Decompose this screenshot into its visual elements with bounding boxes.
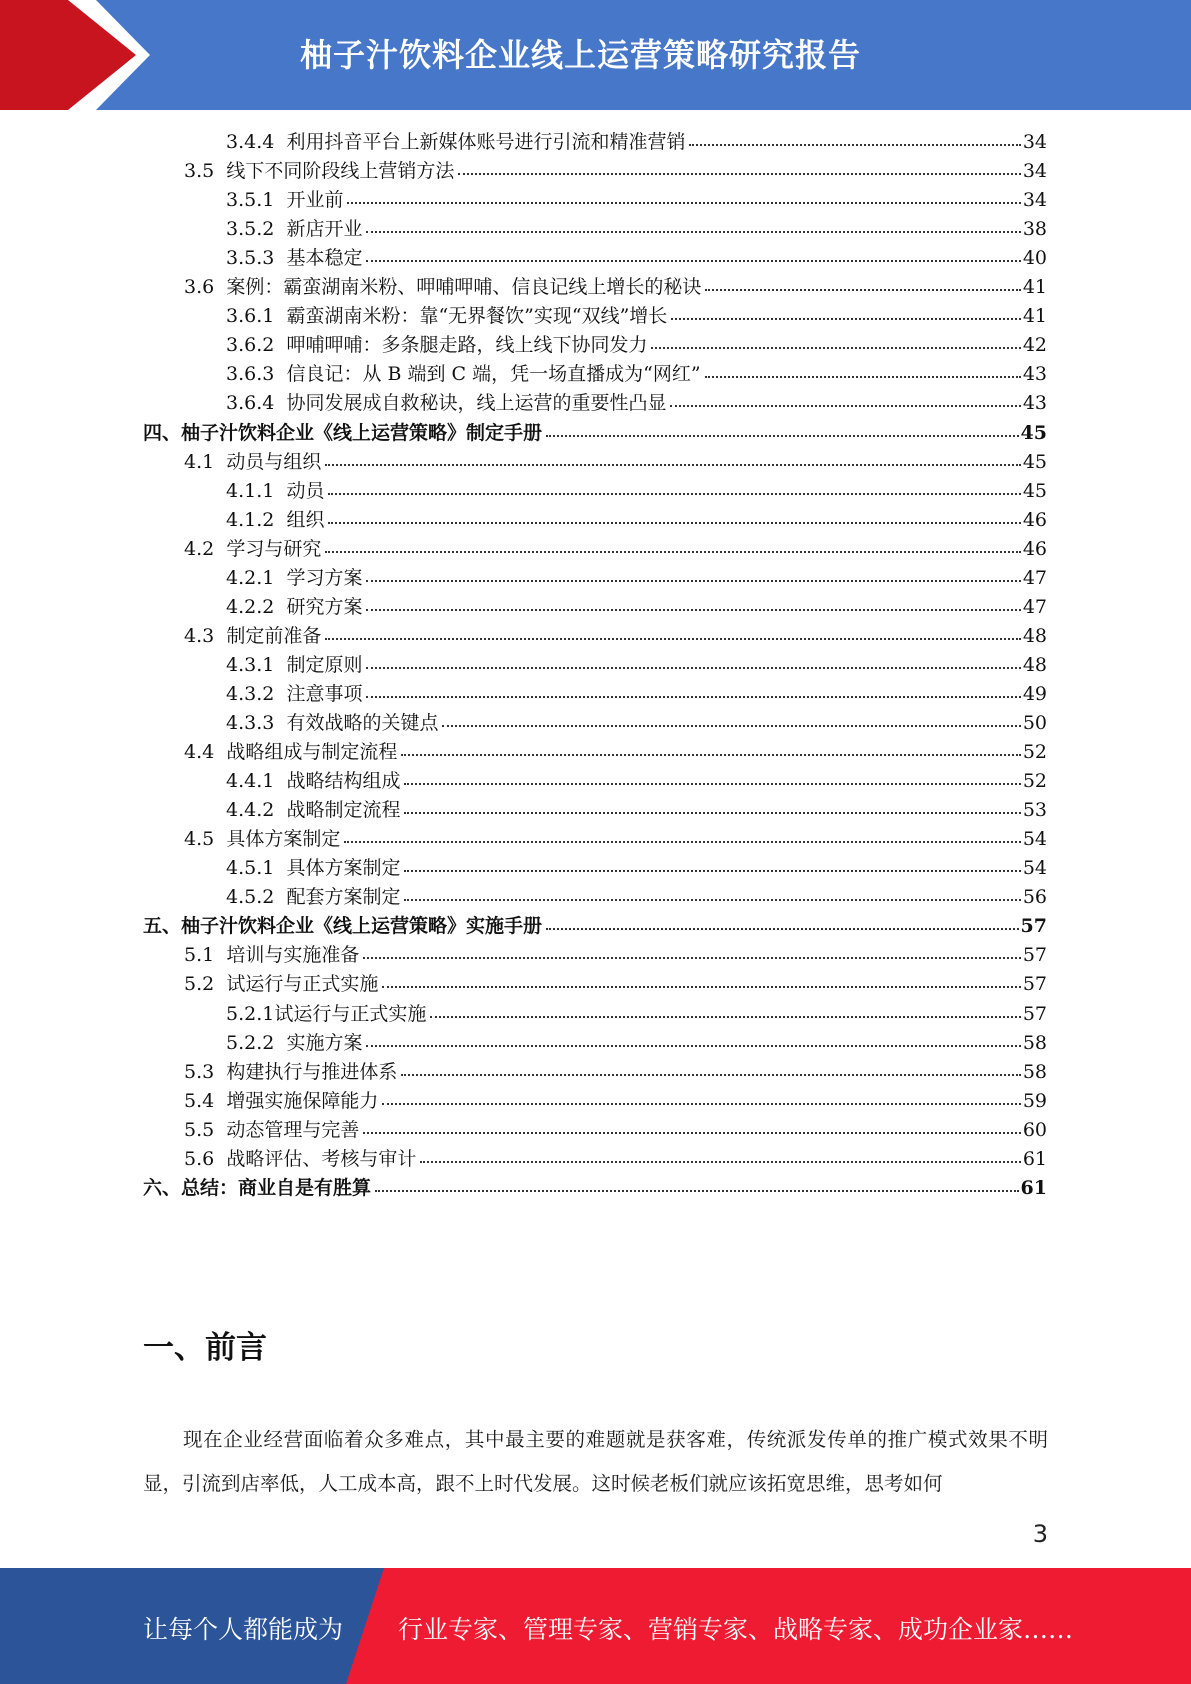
toc-entry-label: 利用抖音平台上新媒体账号进行引流和精准营销 (286, 131, 686, 153)
toc-entry-number: 3.4.4 (226, 131, 275, 153)
toc-dot-leader (689, 144, 1020, 146)
toc-entry-label: 战略评估、考核与审计 (226, 1147, 417, 1170)
toc-entry-label: 有效战略的关键点 (286, 712, 439, 734)
section-heading: 一、前言 (143, 1330, 267, 1366)
toc-entry-label: 战略组成与制定流程 (226, 741, 398, 764)
toc-entry[interactable] (226, 301, 1047, 332)
toc-dot-leader (420, 1161, 1020, 1163)
toc-dot-leader (366, 609, 1020, 611)
toc-entry-page: 41 (1022, 305, 1047, 328)
toc-dot-leader (366, 260, 1020, 262)
toc-entry-number: 5.1 (184, 944, 215, 967)
toc-entry-label: 具体方案制定 (226, 828, 341, 851)
toc-entry-number: 3.5 (184, 160, 215, 183)
toc-entry-label: 霸蛮湖南米粉：靠“无界餐饮”实现“双线”增长 (286, 305, 668, 328)
toc-entry-number: 4.2.2 (226, 595, 275, 618)
toc-dot-leader (366, 667, 1020, 669)
toc-entry-page: 45 (1022, 479, 1047, 502)
toc-entry[interactable] (143, 418, 1047, 449)
toc-entry[interactable] (184, 621, 1047, 652)
toc-dot-leader (401, 754, 1020, 756)
toc-entry-page: 34 (1022, 131, 1047, 153)
toc-entry-number: 4.1.2 (226, 508, 275, 531)
toc-entry-number: 4.4.2 (226, 799, 275, 822)
toc-entry-page: 38 (1022, 218, 1047, 241)
toc-entry-page: 50 (1022, 712, 1047, 734)
toc-entry-number: 3.5.1 (226, 189, 275, 212)
toc-dot-leader (401, 1074, 1020, 1076)
toc-dot-leader (382, 1103, 1020, 1105)
toc-entry[interactable] (226, 853, 1047, 884)
toc-entry[interactable] (184, 1086, 1047, 1117)
toc-dot-leader (651, 347, 1020, 349)
toc-entry-page: 57 (1022, 973, 1047, 996)
toc-dot-leader (366, 580, 1020, 582)
toc-entry-label: 动员 (286, 479, 325, 502)
toc-entry[interactable] (184, 1115, 1047, 1146)
toc-dot-leader (705, 376, 1021, 378)
toc-entry-label: 制定前准备 (226, 624, 322, 647)
toc-dot-leader (375, 1190, 1019, 1192)
toc-entry-page: 52 (1022, 741, 1047, 764)
toc-entry-number: 4.5 (184, 828, 215, 851)
toc-entry-page: 52 (1022, 770, 1047, 793)
toc-entry-number: 4.1 (184, 450, 215, 473)
toc-entry-page: 57 (1020, 915, 1047, 938)
toc-entry-page: 54 (1022, 857, 1047, 880)
toc-dot-leader (404, 899, 1020, 901)
toc-entry-number: 5.5 (184, 1118, 215, 1141)
toc-entry-page: 47 (1022, 566, 1047, 589)
toc-entry[interactable] (184, 447, 1047, 478)
toc-dot-leader (366, 231, 1020, 233)
toc-entry-page: 60 (1022, 1118, 1047, 1141)
toc-entry-label: 研究方案 (286, 595, 363, 618)
toc-entry-label: 制定原则 (286, 653, 363, 676)
toc-entry-label: 实施方案 (286, 1031, 363, 1054)
toc-entry-number: 3.5.2 (226, 218, 275, 241)
toc-entry-label: 开业前 (286, 189, 344, 212)
toc-entry-number: 3.6.4 (226, 392, 275, 415)
toc-entry[interactable] (184, 272, 1047, 303)
toc-dot-leader (325, 551, 1020, 553)
toc-dot-leader (442, 725, 1020, 727)
toc-entry-label: 组织 (286, 508, 325, 531)
footer-slogan-left: 让每个人都能成为 (143, 1615, 344, 1644)
toc-entry-number: 4.4 (184, 741, 215, 764)
toc-entry[interactable] (226, 592, 1047, 623)
toc-entry[interactable] (184, 737, 1047, 768)
toc-entry-page: 46 (1022, 537, 1047, 560)
page-header (0, 0, 1191, 110)
toc-entry-page: 56 (1022, 886, 1047, 909)
toc-entry[interactable] (184, 1144, 1047, 1175)
toc-entry-page: 46 (1022, 508, 1047, 531)
toc-dot-leader (670, 405, 1020, 407)
toc-entry-number: 4.2.1 (226, 566, 275, 589)
toc-entry-number: 3.6.1 (226, 305, 275, 328)
toc-entry[interactable] (226, 650, 1047, 681)
toc-entry[interactable] (226, 708, 1047, 739)
toc-entry-page: 41 (1022, 276, 1047, 299)
toc-entry-label: 基本稳定 (286, 247, 363, 270)
toc-entry[interactable] (226, 999, 1047, 1030)
toc-entry-page: 61 (1020, 1176, 1047, 1199)
toc-dot-leader (325, 464, 1020, 466)
toc-entry-number: 4.3 (184, 624, 215, 647)
toc-entry-label: 四、柚子汁饮料企业《线上运营策略》制定手册 (143, 421, 543, 444)
toc-entry-label: 案例：霸蛮湖南米粉、呷哺呷哺、信良记线上增长的秘诀 (226, 276, 702, 299)
toc-entry-label: 战略结构组成 (286, 770, 401, 793)
toc-dot-leader (366, 696, 1020, 698)
toc-entry-page: 43 (1022, 392, 1047, 415)
toc-entry-number: 3.6.3 (226, 363, 275, 386)
toc-entry-number: 5.2.2 (226, 1031, 275, 1054)
toc-dot-leader (546, 928, 1019, 930)
toc-entry-label: 五、柚子汁饮料企业《线上运营策略》实施手册 (143, 915, 543, 938)
toc-entry[interactable] (226, 359, 1047, 390)
toc-dot-leader (430, 1016, 1020, 1018)
toc-entry[interactable] (226, 330, 1047, 361)
toc-entry-label: 试运行与正式实施 (226, 973, 379, 996)
toc-entry-number: 4.3.3 (226, 712, 275, 734)
toc-entry[interactable] (226, 505, 1047, 536)
toc-entry-page: 61 (1022, 1147, 1047, 1170)
toc-dot-leader (546, 435, 1019, 437)
toc-entry[interactable] (184, 940, 1047, 971)
toc-dot-leader (363, 957, 1020, 959)
toc-entry-number: 3.6.2 (226, 334, 275, 357)
toc-entry-page: 34 (1022, 189, 1047, 212)
toc-entry-page: 42 (1022, 334, 1047, 357)
toc-entry[interactable] (226, 185, 1047, 216)
body-paragraph: 现在企业经营面临着众多难点，其中最主要的难题就是获客难，传统派发传单的推广模式效果不明显，引流到店率低，人工成本高，跟不上时代发展。这时候老板们就应该拓宽思维，思考如何 (143, 1428, 1048, 1495)
toc-entry-page: 58 (1022, 1060, 1047, 1083)
toc-entry-number: 5.3 (184, 1060, 215, 1083)
toc-entry-label: 六、总结：商业自是有胜算 (143, 1176, 372, 1199)
toc-entry[interactable] (184, 156, 1047, 187)
toc-entry-number: 5.6 (184, 1147, 215, 1170)
toc-dot-leader (344, 841, 1020, 843)
toc-entry-page: 58 (1022, 1031, 1047, 1054)
toc-entry-label: 动员与组织 (226, 450, 322, 473)
toc-dot-leader (328, 493, 1020, 495)
toc-dot-leader (363, 1132, 1020, 1134)
toc-entry[interactable] (226, 214, 1047, 245)
toc-entry-label: 试运行与正式实施 (274, 1002, 427, 1025)
toc-dot-leader (328, 522, 1020, 524)
toc-entry-label: 新店开业 (286, 218, 363, 241)
toc-entry-label: 学习与研究 (226, 537, 322, 560)
footer-slogan-right: 行业专家、管理专家、营销专家、战略专家、成功企业家…… (398, 1615, 1074, 1644)
toc-entry-label: 构建执行与推进体系 (226, 1060, 398, 1083)
toc-dot-leader (458, 173, 1020, 175)
toc-entry-number: 5.2 (184, 973, 215, 996)
toc-entry[interactable] (226, 1028, 1047, 1059)
toc-entry-label: 呷哺呷哺：多条腿走路，线上线下协同发力 (286, 334, 648, 357)
toc-entry-page: 43 (1022, 363, 1047, 386)
toc-entry-label: 增强实施保障能力 (226, 1089, 379, 1112)
toc-entry-label: 具体方案制定 (286, 857, 401, 880)
toc-entry-page: 49 (1022, 682, 1047, 705)
toc-dot-leader (404, 783, 1020, 785)
toc-entry-page: 45 (1022, 450, 1047, 473)
toc-entry-label: 战略制定流程 (286, 799, 401, 822)
toc-entry-page: 57 (1022, 1002, 1047, 1025)
toc-entry[interactable] (184, 969, 1047, 1000)
toc-entry[interactable] (184, 824, 1047, 855)
toc-entry-number: 4.1.1 (226, 479, 275, 502)
toc-dot-leader (404, 870, 1020, 872)
toc-entry-page: 53 (1022, 799, 1047, 822)
toc-dot-leader (382, 986, 1020, 988)
toc-entry-label: 线下不同阶段线上营销方法 (226, 160, 455, 183)
toc-entry-number: 5.2.1 (226, 1002, 275, 1025)
toc-entry-label: 协同发展成自救秘诀，线上运营的重要性凸显 (286, 392, 667, 415)
header-chevron-icon (0, 0, 136, 110)
toc-entry-page: 40 (1022, 247, 1047, 270)
toc-dot-leader (671, 318, 1021, 320)
toc-dot-leader (347, 202, 1020, 204)
toc-entry[interactable] (226, 127, 1047, 158)
toc-entry-label: 信良记：从 B 端到 C 端，凭一场直播成为“网红” (286, 363, 701, 386)
page-footer (0, 1568, 1191, 1684)
toc-entry-page: 47 (1022, 595, 1047, 618)
toc-dot-leader (705, 289, 1020, 291)
toc-entry-page: 57 (1022, 944, 1047, 967)
toc-dot-leader (366, 1045, 1020, 1047)
toc-entry-number: 5.4 (184, 1089, 215, 1112)
toc-entry[interactable] (226, 563, 1047, 594)
toc-entry[interactable] (226, 243, 1047, 274)
toc-entry-number: 4.5.1 (226, 857, 275, 880)
toc-entry[interactable] (184, 1057, 1047, 1088)
toc-entry-label: 学习方案 (286, 566, 363, 589)
toc-entry[interactable] (226, 795, 1047, 826)
toc-entry[interactable] (226, 766, 1047, 797)
toc-entry[interactable] (226, 882, 1047, 913)
toc-entry-number: 4.5.2 (226, 886, 275, 909)
toc-entry[interactable] (226, 388, 1047, 419)
toc-entry-number: 4.2 (184, 537, 215, 560)
toc-entry-number: 3.6 (184, 276, 215, 299)
page-number: 3 (1032, 1520, 1048, 1548)
toc-entry-page: 48 (1022, 624, 1047, 647)
report-title: 柚子汁饮料企业线上运营策略研究报告 (300, 36, 862, 74)
toc-entry-label: 配套方案制定 (286, 886, 401, 909)
toc-entry-number: 4.3.2 (226, 682, 275, 705)
toc-entry-number: 4.3.1 (226, 653, 275, 676)
toc-entry[interactable] (184, 534, 1047, 565)
toc-entry-label: 培训与实施准备 (226, 944, 360, 967)
toc-entry-label: 动态管理与完善 (226, 1118, 360, 1141)
toc-dot-leader (325, 638, 1020, 640)
toc-dot-leader (404, 812, 1020, 814)
toc-entry[interactable] (226, 679, 1047, 710)
toc-entry[interactable] (143, 1173, 1047, 1204)
toc-entry-page: 48 (1022, 653, 1047, 676)
toc-entry-page: 45 (1020, 421, 1047, 444)
toc-entry-number: 4.4.1 (226, 770, 275, 793)
toc-entry-page: 59 (1022, 1089, 1047, 1112)
toc-entry-page: 34 (1022, 160, 1047, 183)
toc-entry-page: 54 (1022, 828, 1047, 851)
toc-entry[interactable] (226, 476, 1047, 507)
toc-entry-number: 3.5.3 (226, 247, 275, 270)
toc-entry[interactable] (143, 911, 1047, 942)
toc-entry-label: 注意事项 (286, 682, 363, 705)
